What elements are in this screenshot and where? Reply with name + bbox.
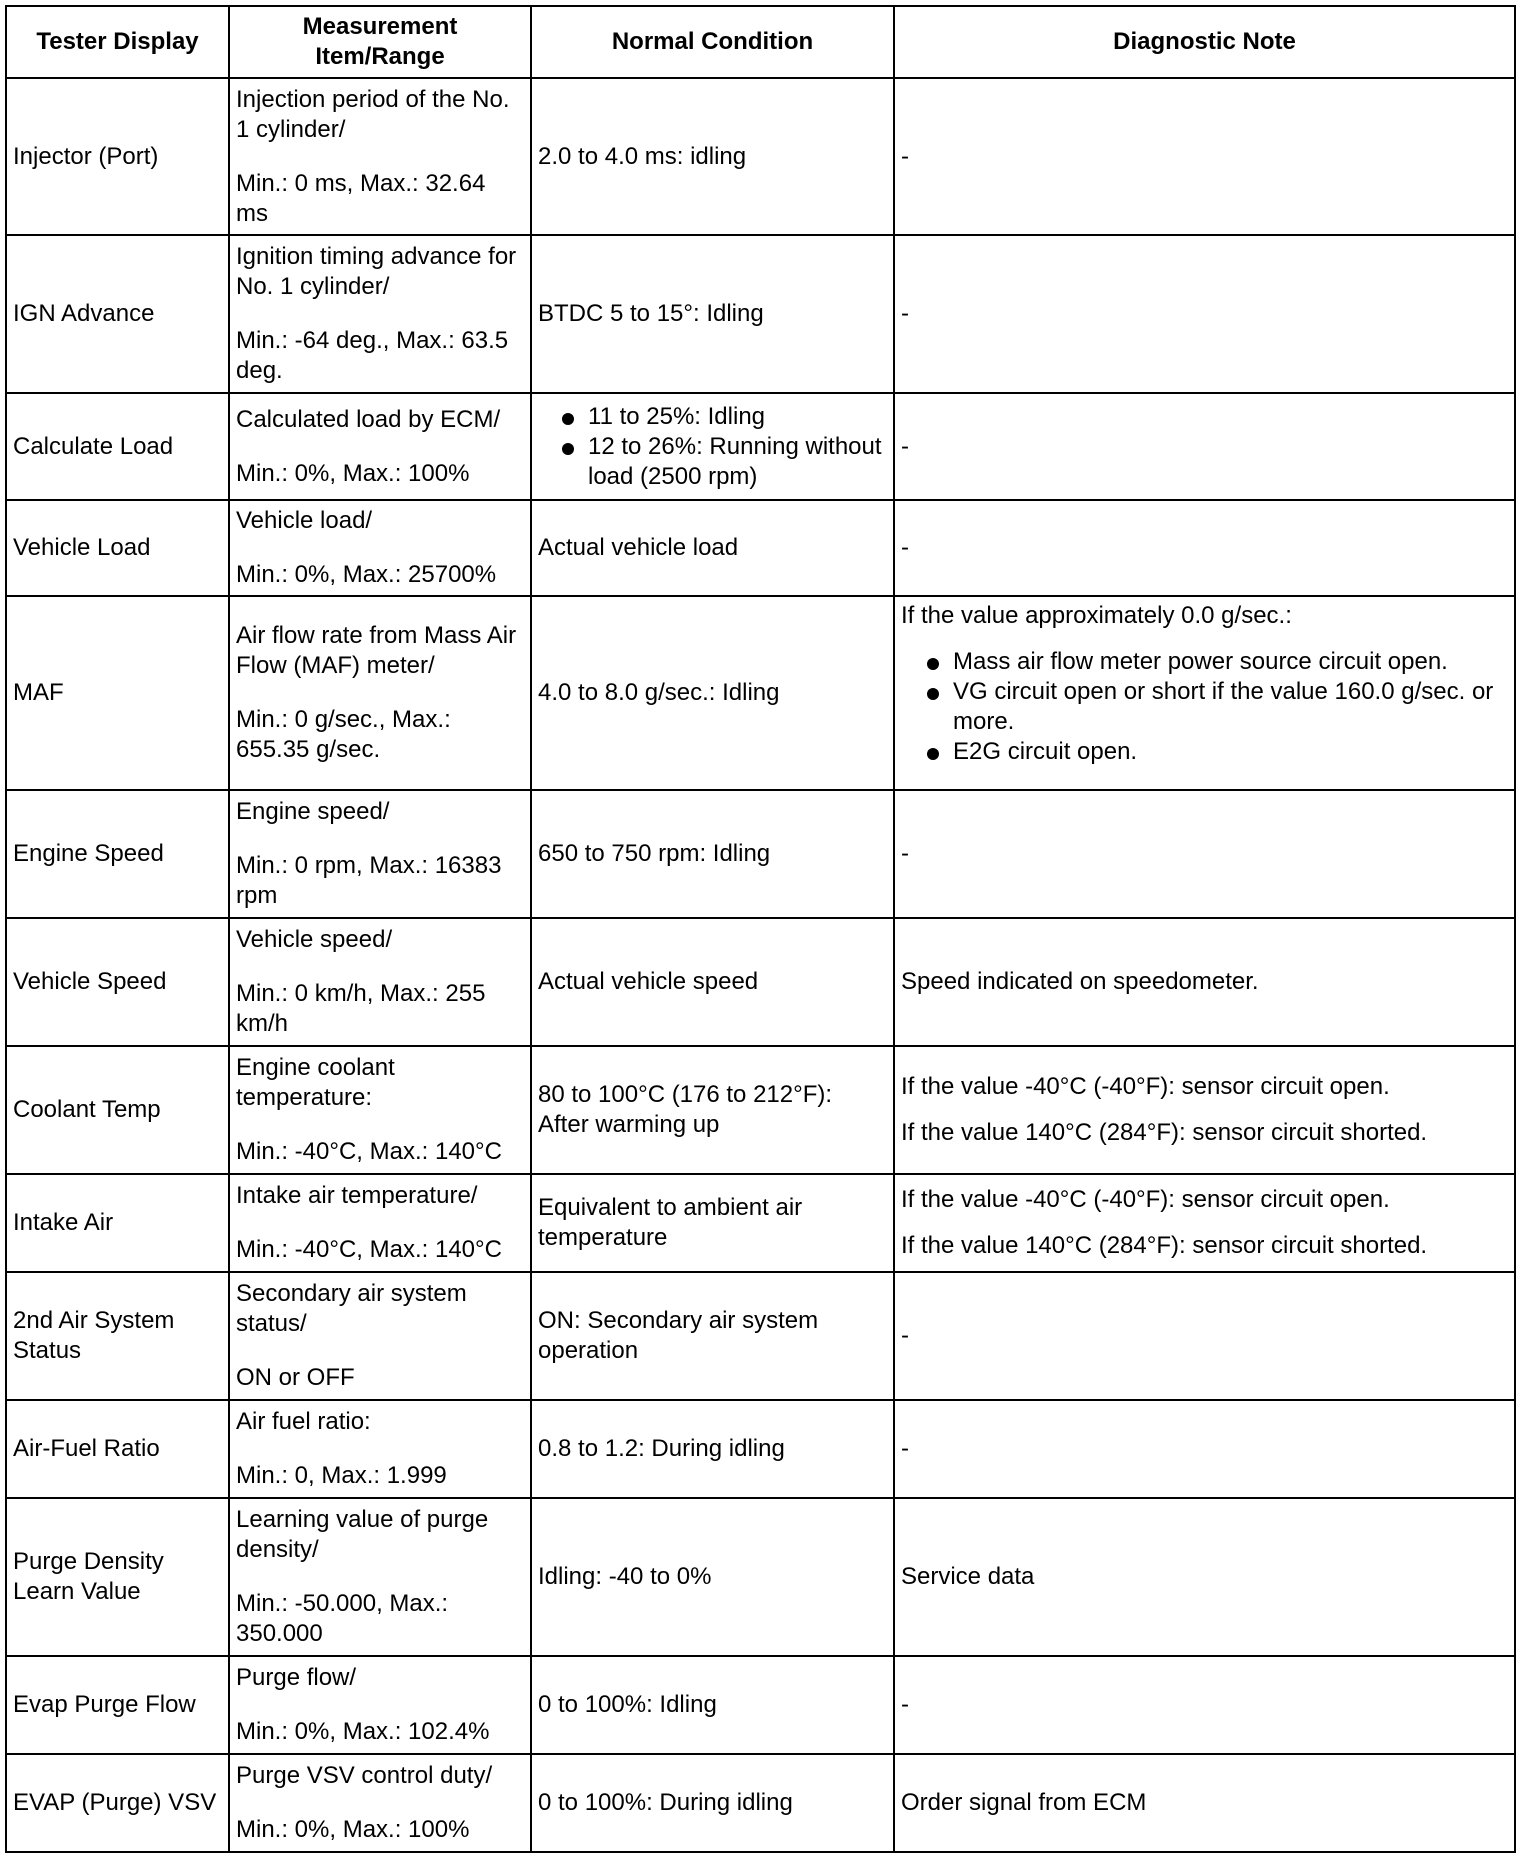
header-measurement-item: Measurement Item/Range: [229, 6, 531, 78]
measurement-item-cell: [229, 78, 531, 235]
measurement-item-text: Air flow rate from Mass Air Flow (MAF) meter/: [236, 622, 517, 679]
measurement-range-text: Min.: 0%, Max.: 102.4%: [236, 1718, 490, 1745]
normal-condition-cell: 80 to 100°C (176 to 212°F): After warming up: [531, 1046, 894, 1174]
tester-display-cell: Vehicle Speed: [6, 918, 229, 1046]
table-body: [6, 78, 1515, 1852]
tester-display-cell: 2nd Air System Status: [6, 1272, 229, 1400]
table-row: [6, 78, 1515, 235]
diagnostic-note-cell: [894, 596, 1515, 790]
table-row: [6, 1754, 1515, 1852]
measurement-range-text: Min.: -64 deg., Max.: 63.5 deg.: [236, 327, 509, 384]
table-row: [6, 596, 1515, 790]
header-diagnostic-note: Diagnostic Note: [894, 6, 1515, 78]
normal-condition-cell: Actual vehicle load: [531, 500, 894, 596]
measurement-item-cell: [229, 1272, 531, 1400]
table-row: [6, 790, 1515, 918]
measurement-range-text: Min.: -40°C, Max.: 140°C: [236, 1138, 502, 1165]
diagnostic-note-extra-text: If the value 140°C (284°F): sensor circuit shorted.: [901, 1119, 1428, 1146]
measurement-item-text: Secondary air system status/: [236, 1280, 467, 1337]
table-row: [6, 1272, 1515, 1400]
measurement-item-text: Air fuel ratio:: [236, 1408, 371, 1435]
measurement-range-text: Min.: 0%, Max.: 25700%: [236, 561, 497, 588]
measurement-range-text: Min.: 0%, Max.: 100%: [236, 1816, 470, 1843]
measurement-item-cell: [229, 235, 531, 393]
normal-condition-cell: Idling: -40 to 0%: [531, 1498, 894, 1656]
diagnostic-note-cell: Order signal from ECM: [894, 1754, 1515, 1852]
measurement-item-text: Vehicle load/: [236, 507, 373, 534]
tester-display-cell: Calculate Load: [6, 393, 229, 500]
table-row: [6, 1174, 1515, 1272]
measurement-item-cell: [229, 500, 531, 596]
table-row: [6, 1046, 1515, 1174]
tester-display-cell: IGN Advance: [6, 235, 229, 393]
measurement-item-cell: [229, 1400, 531, 1498]
diagnostic-note-cell: Service data: [894, 1498, 1515, 1656]
diagnostic-note-cell: -: [894, 393, 1515, 500]
measurement-range-text: Min.: -50.000, Max.: 350.000: [236, 1590, 449, 1647]
measurement-item-text: Intake air temperature/: [236, 1182, 478, 1209]
tester-display-cell: Injector (Port): [6, 78, 229, 235]
table-row: [6, 1498, 1515, 1656]
normal-condition-cell: Actual vehicle speed: [531, 918, 894, 1046]
diagnostic-note-cell: [894, 1046, 1515, 1174]
diagnostic-note-extra-text: If the value 140°C (284°F): sensor circuit shorted.: [901, 1232, 1428, 1259]
diagnostic-note-text: If the value -40°C (-40°F): sensor circuit open.: [901, 1186, 1390, 1213]
measurement-range-text: Min.: 0 ms, Max.: 32.64 ms: [236, 169, 486, 227]
tester-display-cell: Coolant Temp: [6, 1046, 229, 1174]
tester-display-cell: Engine Speed: [6, 790, 229, 918]
diagnostic-note-cell: -: [894, 235, 1515, 393]
header-tester-display: Tester Display: [6, 6, 229, 78]
normal-condition-cell: 4.0 to 8.0 g/sec.: Idling: [531, 596, 894, 790]
diagnostic-note-list: [901, 647, 1508, 767]
measurement-item-cell: [229, 1174, 531, 1272]
diagnostic-note-list-item: Mass air flow meter power source circuit open.: [953, 647, 1508, 677]
normal-condition-cell: BTDC 5 to 15°: Idling: [531, 235, 894, 393]
normal-condition-list-item: 11 to 25%: Idling: [588, 402, 887, 432]
measurement-range-text: Min.: 0 km/h, Max.: 255 km/h: [236, 980, 486, 1037]
tester-display-cell: Vehicle Load: [6, 500, 229, 596]
diagnostic-note-cell: -: [894, 1272, 1515, 1400]
diagnostic-note-text: If the value -40°C (-40°F): sensor circuit open.: [901, 1073, 1390, 1100]
normal-condition-list-item: 12 to 26%: Running without load (2500 rpm): [588, 432, 887, 492]
table-row: [6, 918, 1515, 1046]
diagnostic-note-cell: [894, 1174, 1515, 1272]
measurement-item-text: Vehicle speed/: [236, 926, 393, 953]
measurement-item-cell: [229, 1656, 531, 1754]
normal-condition-cell: [531, 393, 894, 500]
diagnostic-note-cell: -: [894, 1400, 1515, 1498]
measurement-item-text: Engine speed/: [236, 798, 390, 825]
measurement-range-text: Min.: 0, Max.: 1.999: [236, 1462, 447, 1489]
tester-display-cell: Intake Air: [6, 1174, 229, 1272]
measurement-item-cell: [229, 790, 531, 918]
table-row: [6, 500, 1515, 596]
diagnostic-note-cell: -: [894, 1656, 1515, 1754]
tester-display-cell: EVAP (Purge) VSV: [6, 1754, 229, 1852]
table-row: [6, 1656, 1515, 1754]
diagnostic-note-list-item: E2G circuit open.: [953, 737, 1508, 767]
table-row: [6, 393, 1515, 500]
measurement-range-text: Min.: 0%, Max.: 100%: [236, 459, 470, 487]
measurement-item-cell: [229, 1754, 531, 1852]
tester-display-cell: MAF: [6, 596, 229, 790]
normal-condition-cell: Equivalent to ambient air temperature: [531, 1174, 894, 1272]
measurement-item-cell: [229, 393, 531, 500]
normal-condition-cell: 650 to 750 rpm: Idling: [531, 790, 894, 918]
measurement-item-text: Engine coolant temperature:: [236, 1054, 395, 1111]
measurement-item-cell: [229, 918, 531, 1046]
normal-condition-cell: 2.0 to 4.0 ms: idling: [531, 78, 894, 235]
normal-condition-cell: 0.8 to 1.2: During idling: [531, 1400, 894, 1498]
diagnostic-note-text: If the value approximately 0.0 g/sec.:: [901, 602, 1292, 629]
measurement-item-cell: [229, 1498, 531, 1656]
measurement-item-text: Ignition timing advance for No. 1 cylinder/: [236, 243, 517, 300]
normal-condition-cell: 0 to 100%: During idling: [531, 1754, 894, 1852]
tester-display-cell: Evap Purge Flow: [6, 1656, 229, 1754]
table-row: [6, 1400, 1515, 1498]
measurement-item-text: Purge VSV control duty/: [236, 1762, 493, 1789]
data-list-table: [5, 5, 1516, 1853]
tester-display-cell: Air-Fuel Ratio: [6, 1400, 229, 1498]
tester-display-cell: Purge Density Learn Value: [6, 1498, 229, 1656]
measurement-item-cell: [229, 1046, 531, 1174]
diagnostic-note-cell: -: [894, 78, 1515, 235]
normal-condition-cell: 0 to 100%: Idling: [531, 1656, 894, 1754]
measurement-range-text: Min.: 0 rpm, Max.: 16383 rpm: [236, 852, 502, 909]
measurement-item-text: Learning value of purge density/: [236, 1506, 489, 1563]
measurement-range-text: Min.: 0 g/sec., Max.: 655.35 g/sec.: [236, 706, 451, 763]
measurement-range-text: ON or OFF: [236, 1364, 355, 1391]
diagnostic-note-cell: -: [894, 790, 1515, 918]
normal-condition-cell: ON: Secondary air system operation: [531, 1272, 894, 1400]
diagnostic-note-cell: -: [894, 500, 1515, 596]
measurement-item-cell: [229, 596, 531, 790]
measurement-item-text: Calculated load by ECM/: [236, 405, 501, 433]
data-list-table-container: [5, 5, 1514, 1845]
measurement-item-text: Injection period of the No. 1 cylinder/: [236, 85, 510, 143]
measurement-range-text: Min.: -40°C, Max.: 140°C: [236, 1236, 502, 1263]
table-row: [6, 235, 1515, 393]
diagnostic-note-cell: Speed indicated on speedometer.: [894, 918, 1515, 1046]
header-normal-condition: Normal Condition: [531, 6, 894, 78]
measurement-item-text: Purge flow/: [236, 1664, 357, 1691]
normal-condition-list: [538, 402, 887, 492]
header-row: [6, 6, 1515, 78]
diagnostic-note-list-item: VG circuit open or short if the value 160.0 g/sec. or more.: [953, 677, 1508, 737]
